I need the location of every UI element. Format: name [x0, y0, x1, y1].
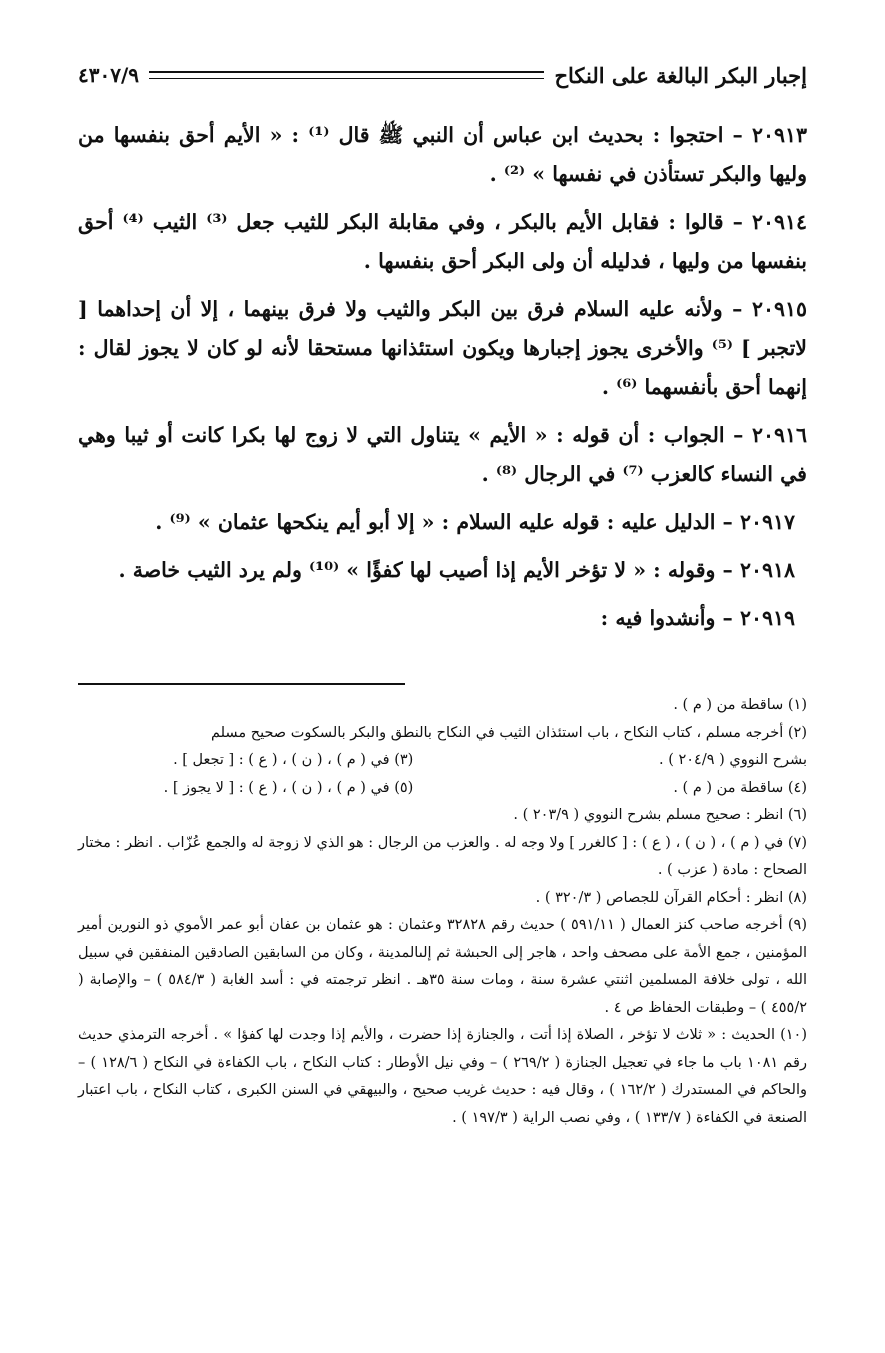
paragraph-number: ٢٠٩١٣ — [751, 123, 808, 147]
footnote-continuation: بشرح النووي ( ٢٠٤/٩ ) . — [658, 752, 807, 768]
header-rule — [149, 71, 544, 79]
footnote: (٤) ساقطة من ( م ) . — [673, 779, 807, 796]
header-title: إجبار البكر البالغة على النكاح — [554, 62, 807, 88]
paragraph-number: ٢٠٩١٥ — [751, 297, 808, 321]
paragraph — [78, 203, 807, 281]
footnote: (٨) انظر : أحكام القرآن للجصاص ( ٣٢٠/٣ ) . — [535, 889, 807, 906]
footnote-row — [78, 775, 807, 803]
footnote: (١٠) الحديث : « ثلاث لا تؤخر ، الصلاة إذا أتت ، والجنازة إذا حضرت ، والأيم إذا وجدت لها كفؤا » . أخرجه الترمذي حديث رقم ١٠٨١ باب ما جاء في تعجيل الجنازة ( ٢٦٩/٢ ) – وفي نيل الأوطار : كتاب النكاح ، باب الكفاءة في النكاح ( ١٢٨/٦ ) – والحاكم في المستدرك ( ١٦٢/٢ ) ، وقال فيه : حديث غريب صحيح ، والبيهقي في السنن الكبرى ، كتاب النكاح ، باب اعتبار الصنعة في الكفاءة ( ١٣٣/٧ ) ، وفي نصب الراية ( ١٩٧/٣ ) . — [78, 1027, 807, 1126]
paragraph-text: – قالوا : فقابل الأيم بالبكر ، وفي مقابلة البكر للثيب جعل ⁽³⁾ الثيب ⁽⁴⁾ أحق بنفسها من وليها ، فدليله أن ولى البكر أحق بنفسها . — [78, 210, 807, 273]
paragraph-number: ٢٠٩١٨ — [739, 558, 795, 582]
paragraph-text: – ولأنه عليه السلام فرق بين البكر والثيب ولا فرق بينهما ، إلا أن إحداهما [ لاتجبر ] ⁽⁵⁾ والأخرى يجوز إجبارها ويكون استئذانها مستحقا لأنه لو كان لا يجوز لقال : إنهما أحق بأنفسهما ⁽⁶⁾ . — [78, 297, 807, 399]
main-text — [78, 116, 807, 647]
paragraph-number: ٢٠٩١٩ — [739, 606, 795, 630]
paragraph-number: ٢٠٩١٤ — [751, 210, 807, 234]
footnote: (٧) في ( م ) ، ( ن ) ، ( ع ) : [ كالغرر ] ولا وجه له . والعزب من الرجال : هو الذي لا زوجة له والجمع عُزّاب . انظر : مختار الصحاح : مادة ( عزب ) . — [78, 834, 807, 878]
footnote: (١) ساقطة من ( م ) . — [673, 697, 807, 713]
paragraph — [78, 551, 807, 590]
footnote: (٣) في ( م ) ، ( ن ) ، ( ع ) : [ تجعل ] . — [173, 752, 414, 768]
running-header — [78, 58, 807, 92]
footnote: (٩) أخرجه صاحب كنز العمال ( ٥٩١/١١ ) حديث رقم ٣٢٨٢٨ وعثمان : هو عثمان بن عفان أبو عمر الأموي ذو النورين أمير المؤمنين ، جمع الأمة على مصحف واحد ، هاجر إلى الحبشة ثم إلىالمدينة ، وكان من السابقين الصادقين المنفقين في سبيل الله ، تولى خلافة المسلمين اثنتي عشرة سنة ، ومات سنة ٣٥هـ . انظر ترجمته في : أسد الغابة ( ٥٨٤/٣ ) – والإصابة ( ٤٥٥/٢ ) – وطبقات الحفاظ ص ٤ . — [78, 917, 807, 1016]
paragraph-text: – الدليل عليه : قوله عليه السلام : « إلا أبو أيم ينكحها عثمان » ⁽⁹⁾ . — [155, 510, 733, 534]
page-number: ٤٣٠٧/٩ — [78, 63, 140, 87]
footnote: (٦) انظر : صحيح مسلم بشرح النووي ( ٢٠٣/٩ ) . — [513, 807, 807, 823]
paragraph — [78, 416, 807, 494]
footnote: (٥) في ( م ) ، ( ن ) ، ( ع ) : [ لا يجوز ] . — [163, 779, 414, 796]
footnote-row — [78, 747, 807, 775]
paragraph-text: – وقوله : « لا تؤخر الأيم إذا أصيب لها كفؤًا » ⁽¹⁰⁾ ولم يرد الثيب خاصة . — [118, 558, 733, 582]
paragraph — [78, 116, 807, 194]
paragraph-text: – احتجوا : بحديث ابن عباس أن النبي ﷺ قال ⁽¹⁾ : « الأيم أحق بنفسها من وليها والبكر تستأذن في نفسها » ⁽²⁾ . — [78, 123, 807, 186]
footnote-separator — [78, 683, 405, 685]
paragraph — [78, 290, 807, 407]
paragraph-number: ٢٠٩١٧ — [739, 510, 795, 534]
paragraph — [78, 503, 807, 542]
footnote: (٢) أخرجه مسلم ، كتاب النكاح ، باب استئذان الثيب في النكاح بالنطق والبكر بالسكوت صحيح مسلم — [210, 724, 807, 741]
footnotes — [78, 692, 807, 1132]
paragraph-text: – الجواب : أن قوله : « الأيم » يتناول التي لا زوج لها بكرا كانت أو ثيبا وهي في النساء كالعزب ⁽⁷⁾ في الرجال ⁽⁸⁾ . — [78, 423, 807, 486]
paragraph-text: – وأنشدوا فيه : — [600, 606, 733, 630]
paragraph-number: ٢٠٩١٦ — [751, 423, 808, 447]
paragraph — [78, 599, 807, 638]
